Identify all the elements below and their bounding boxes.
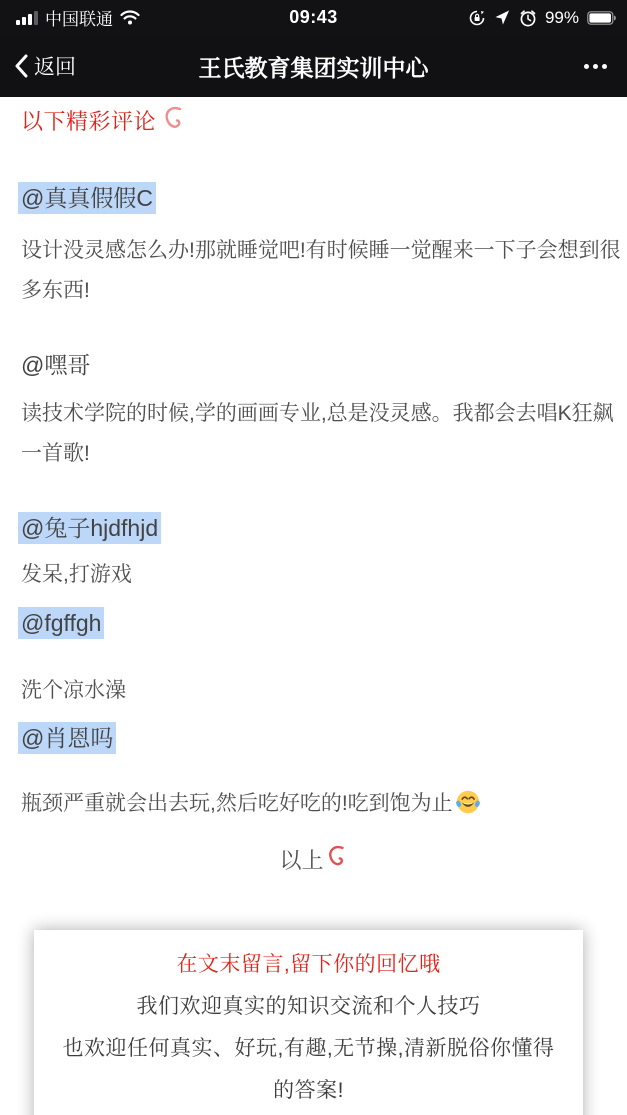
back-label: 返回 (34, 56, 76, 79)
more-dots-icon (584, 64, 589, 69)
closing-text: 以上 (279, 848, 324, 873)
commenter-name: @fgffgh (21, 610, 102, 636)
clock: 09:43 (289, 7, 338, 27)
commenter-name: @兔子hjdfhjd (21, 515, 159, 541)
more-button[interactable] (584, 35, 607, 97)
section-heading-text: 以下精彩评论 (21, 109, 157, 134)
closing-line (0, 844, 627, 875)
status-bar (0, 0, 627, 35)
ear-curl-icon (162, 105, 186, 135)
alarm-icon (519, 9, 537, 27)
comment-text: 洗个凉水澡 (21, 679, 126, 702)
comment-text: 读技术学院的时候,学的画画专业,总是没灵感。我都会去唱K狂飙一首歌! (21, 402, 614, 465)
comment-text: 设计没灵感怎么办!那就睡觉吧!有时候睡一觉醒来一下子会想到很多东西! (21, 239, 621, 302)
commenter-name: @肖恩吗 (21, 725, 114, 751)
comment-invite-card (34, 930, 583, 1115)
section-heading (21, 105, 186, 136)
location-icon (494, 9, 511, 26)
commenter-name: @真真假假C (21, 185, 153, 211)
article-body (0, 97, 627, 1115)
ear-curl-icon (326, 844, 348, 872)
comment-text: 发呆,打游戏 (21, 563, 132, 586)
commenter-name: @嘿哥 (21, 352, 91, 378)
card-line: 我们欢迎真实的知识交流和个人技巧 (136, 995, 481, 1018)
nav-bar (0, 35, 627, 97)
page-title: 王氏教育集团实训中心 (198, 54, 429, 81)
carrier-label: 中国联通 (45, 10, 113, 29)
card-headline: 在文末留言,留下你的回忆哦 (176, 953, 441, 976)
card-line: 也欢迎任何真实、好玩,有趣,无节操,清新脱俗你懂得的答案! (62, 1037, 555, 1102)
orientation-lock-icon (468, 9, 486, 27)
battery-percent-label: 99% (544, 7, 579, 27)
battery-icon (587, 11, 617, 25)
laughing-crying-emoji-icon (455, 789, 481, 815)
comment-text: 瓶颈严重就会出去玩,然后吃好吃的!吃到饱为止 (21, 784, 623, 824)
